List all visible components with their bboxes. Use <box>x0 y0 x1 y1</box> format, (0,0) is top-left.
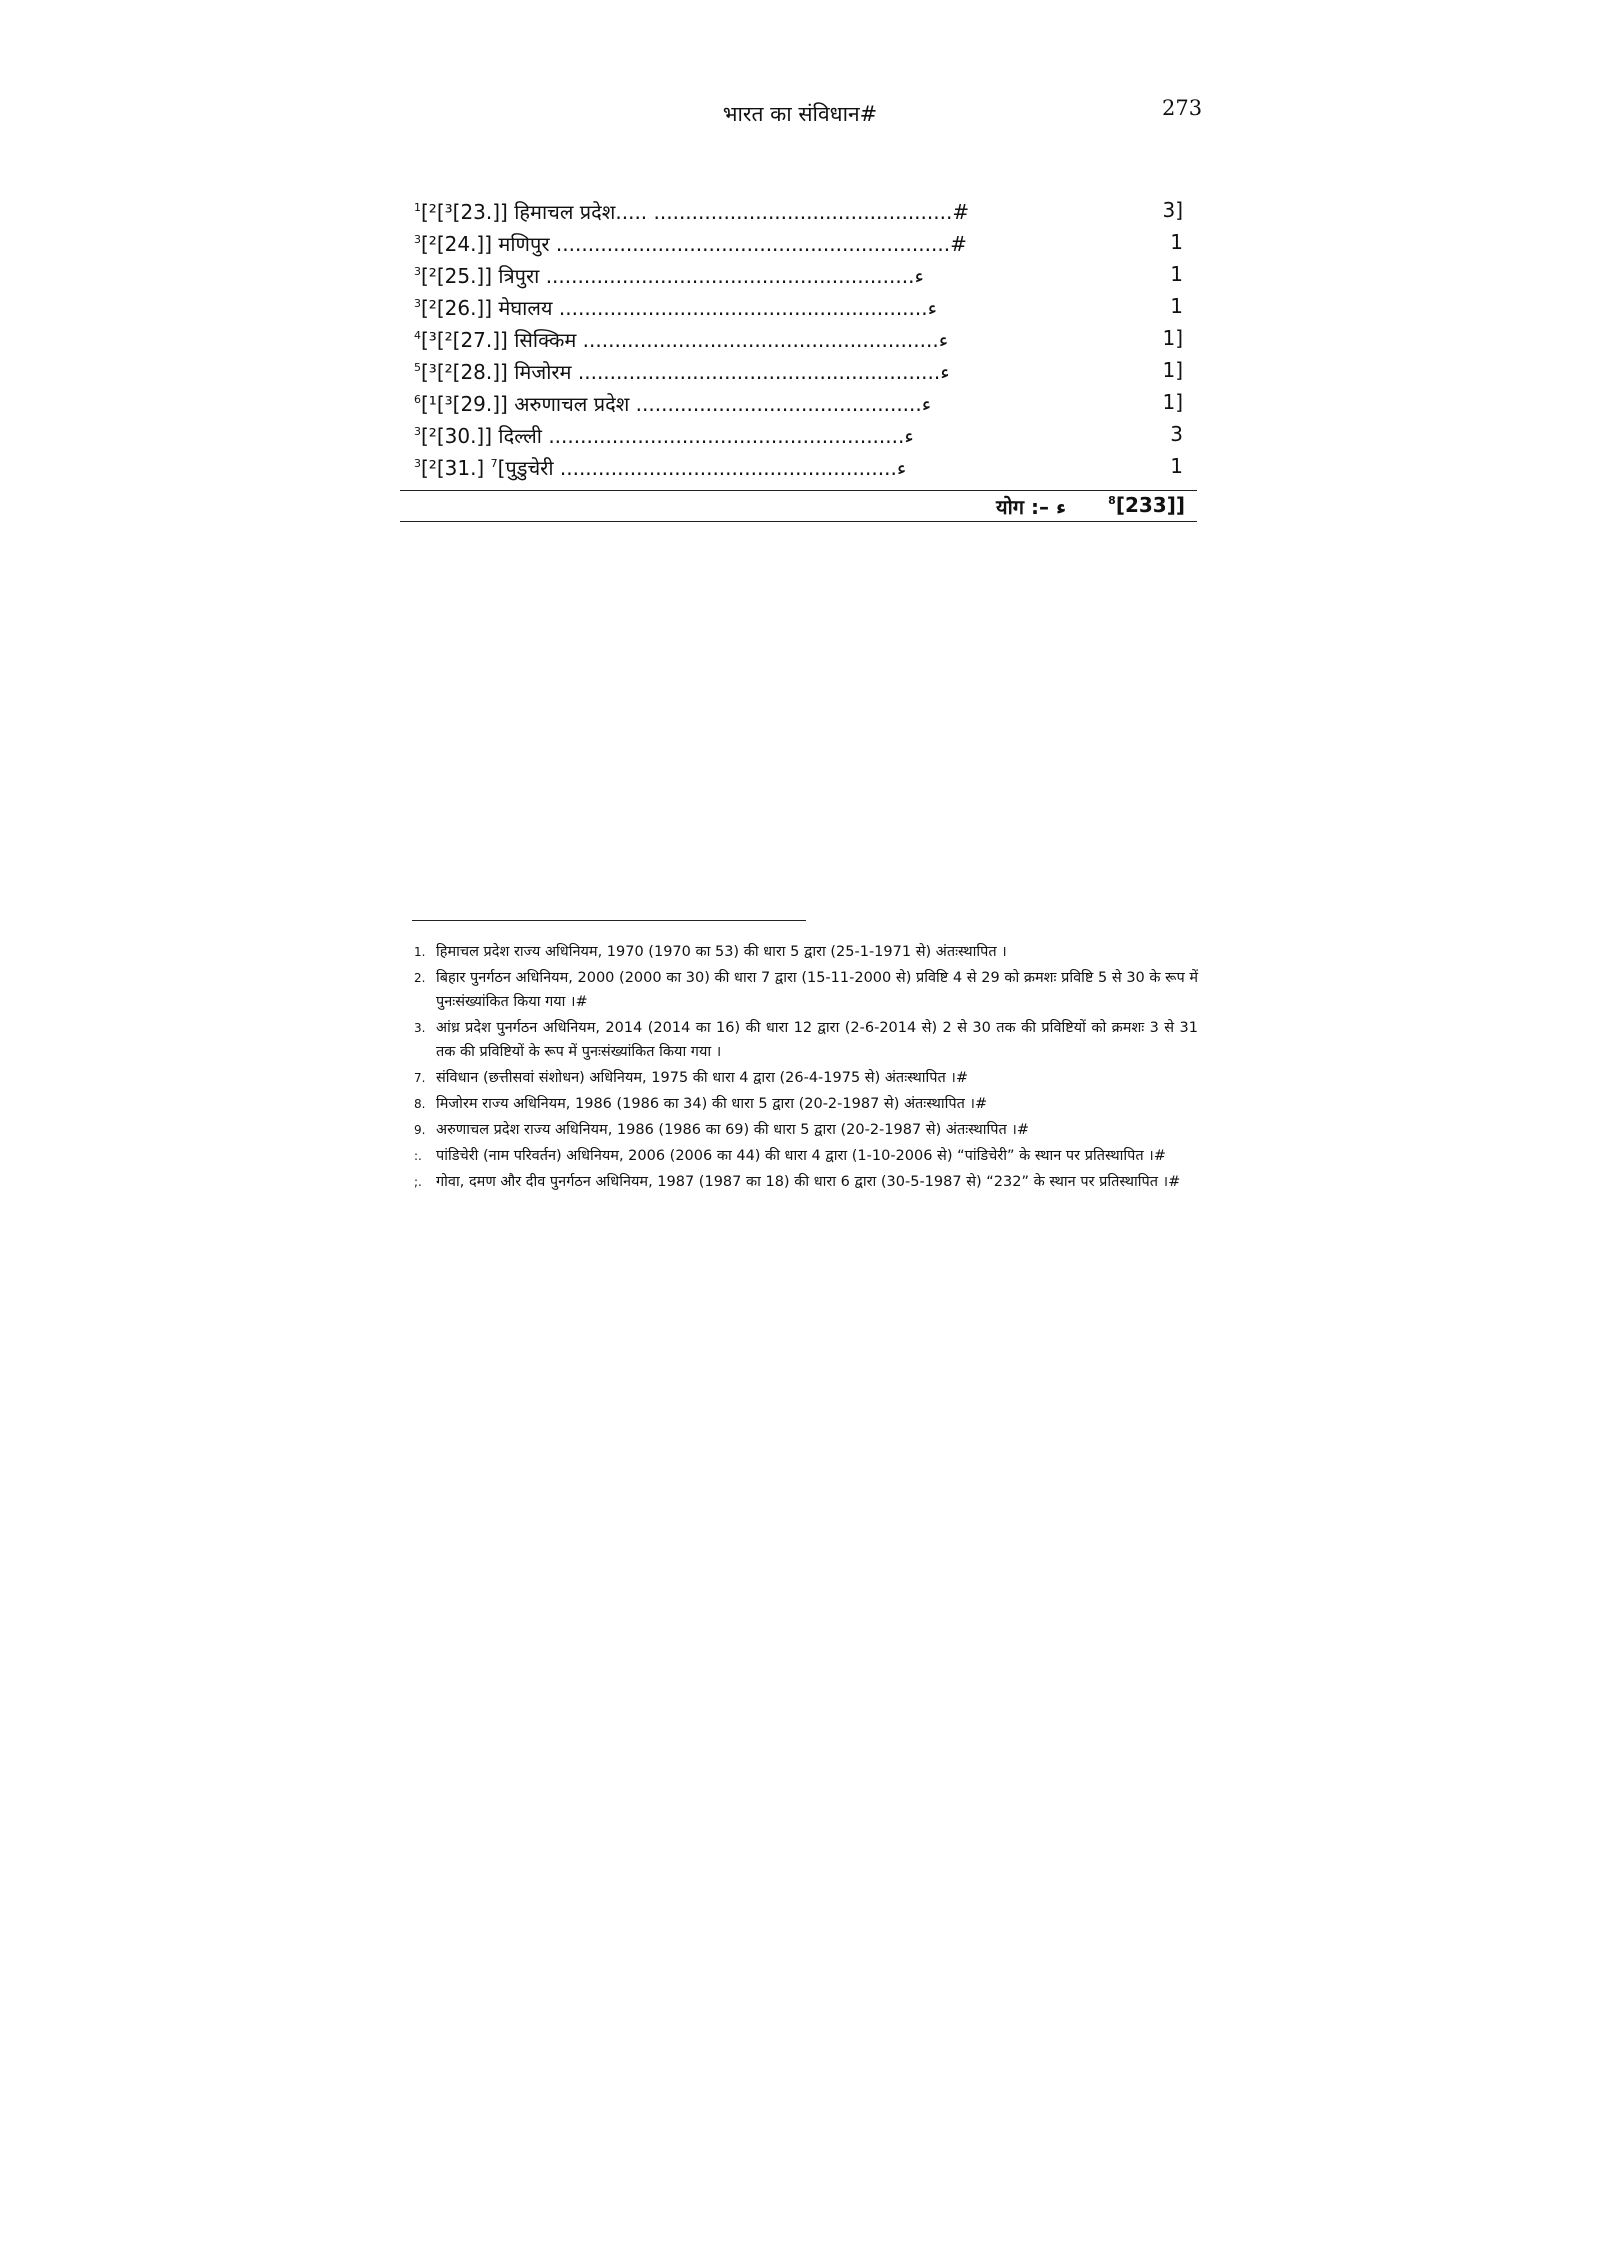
total-value: [233]] <box>1115 493 1185 517</box>
footnote-ref: 3 <box>414 233 421 246</box>
entry-number: [²[30.]] <box>421 424 493 448</box>
footnote-ref: 4 <box>414 329 421 342</box>
footnote-text: अरुणाचल प्रदेश राज्य अधिनियम, 1986 (1986 का 69) की धारा 5 द्वारा (20-2-1987 से) अंतःस्थापित ।# <box>436 1122 1030 1138</box>
table-row <box>400 324 1197 356</box>
entry-number: [²[25.]] <box>421 264 493 288</box>
state-name: सिक्किम ........................................................ء <box>514 328 949 352</box>
state-name: मिजोरम .........................................................ء <box>514 360 950 384</box>
state-name: मेघालय ..........................................................ء <box>498 296 938 320</box>
total-label: योग :– ء <box>996 495 1067 519</box>
entry-number: [¹[³[29.]] <box>421 392 508 416</box>
seat-count: 1 <box>1170 454 1183 478</box>
row-entry <box>414 358 950 385</box>
table-row <box>400 228 1197 260</box>
table-row <box>400 292 1197 324</box>
table-row <box>400 260 1197 292</box>
seat-count: 1 <box>1170 294 1183 318</box>
footnote-mark: 2. <box>414 971 426 985</box>
footnote-text: आंध्र प्रदेश पुनर्गठन अधिनियम, 2014 (2014 का 16) की धारा 12 द्वारा (2-6-2014 से) 2 से 30 तक की प्रविष्टियों को क्रमशः 3 से 31 तक की प्रविष्टियों के रूप में पुनःसंख्यांकित किया गया । <box>436 1020 1198 1060</box>
seat-count: 3 <box>1170 422 1183 446</box>
footnote <box>414 1092 1198 1116</box>
footnote <box>414 940 1198 964</box>
footnote-ref: 3 <box>414 457 421 470</box>
footnote-ref: 5 <box>414 361 421 374</box>
table-row <box>400 356 1197 388</box>
seat-count: 1] <box>1162 390 1183 414</box>
footnote-text: हिमाचल प्रदेश राज्य अधिनियम, 1970 (1970 का 53) की धारा 5 द्वारा (25-1-1971 से) अंतःस्थापित । <box>436 944 1007 960</box>
total-row <box>400 491 1197 521</box>
footnote <box>414 1066 1198 1090</box>
seat-count: 3] <box>1162 198 1183 222</box>
footnotes <box>414 940 1198 1196</box>
footnote-ref: 3 <box>414 265 421 278</box>
state-name: अरुणाचल प्रदेश .............................................ء <box>514 392 932 416</box>
footnote <box>414 1118 1198 1142</box>
state-name: हिमाचल प्रदेश..... ...............................................# <box>514 200 970 224</box>
footnote-ref: 1 <box>414 201 421 214</box>
footnote-divider <box>412 920 806 921</box>
table-row <box>400 420 1197 452</box>
footnote-mark: :. <box>414 1149 422 1163</box>
state-name: दिल्ली ........................................................ء <box>498 424 914 448</box>
row-entry <box>414 294 937 321</box>
entry-number: [³[²[28.]] <box>421 360 508 384</box>
total-value-wrap <box>1108 493 1185 517</box>
entry-number: [²[26.]] <box>421 296 493 320</box>
entry-number: [³[²[27.]] <box>421 328 508 352</box>
footnote <box>414 1170 1198 1194</box>
table-row <box>400 196 1197 228</box>
entry-number: [²[³[23.]] <box>421 200 508 224</box>
footnote-ref: 3 <box>414 297 421 310</box>
footnote-mark: 7. <box>414 1071 426 1085</box>
seat-count: 1 <box>1170 230 1183 254</box>
footnote-mark: 3. <box>414 1021 426 1035</box>
row-entry <box>414 198 969 225</box>
footnote-mark: 9. <box>414 1123 426 1137</box>
footnote-ref: 6 <box>414 393 421 406</box>
row-entry <box>414 454 906 481</box>
row-entry <box>414 262 924 289</box>
table-bottom-rule <box>400 521 1197 522</box>
row-entry <box>414 230 967 257</box>
seat-allocation-table <box>400 196 1197 522</box>
footnote <box>414 966 1198 1014</box>
footnote-text: बिहार पुनर्गठन अधिनियम, 2000 (2000 का 30) की धारा 7 द्वारा (15-11-2000 से) प्रविष्टि 4 से 29 को क्रमशः प्रविष्टि 5 से 30 के रूप में पुनःसंख्यांकित किया गया ।# <box>436 970 1198 1010</box>
footnote-mark: ;. <box>414 1175 422 1189</box>
table-row <box>400 452 1197 484</box>
footnote-text: गोवा, दमण और दीव पुनर्गठन अधिनियम, 1987 (1987 का 18) की धारा 6 द्वारा (30-5-1987 से) “232” के स्थान पर प्रतिस्थापित ।# <box>436 1174 1181 1190</box>
seat-count: 1] <box>1162 358 1183 382</box>
table-row <box>400 388 1197 420</box>
state-name: मणिपुर ..............................................................# <box>498 232 967 256</box>
row-entry <box>414 390 931 417</box>
footnote-text: संविधान (छत्तीसवां संशोधन) अधिनियम, 1975 की धारा 4 द्वारा (26-4-1975 से) अंतःस्थापित ।# <box>436 1070 969 1086</box>
footnote-ref: 3 <box>414 425 421 438</box>
footnote-mark: 1. <box>414 945 426 959</box>
footnote-mark: 8. <box>414 1097 426 1111</box>
page-number: 273 <box>1162 96 1203 120</box>
footnote-text: मिजोरम राज्य अधिनियम, 1986 (1986 का 34) की धारा 5 द्वारा (20-2-1987 से) अंतःस्थापित ।# <box>436 1096 988 1112</box>
state-name: त्रिपुरा ..........................................................ء <box>498 264 924 288</box>
row-entry <box>414 422 914 449</box>
entry-number: [²[24.]] <box>421 232 493 256</box>
row-entry <box>414 326 948 353</box>
footnote <box>414 1016 1198 1064</box>
page-title: भारत का संविधान# <box>722 102 878 126</box>
footnote <box>414 1144 1198 1168</box>
seat-count: 1] <box>1162 326 1183 350</box>
seat-count: 1 <box>1170 262 1183 286</box>
state-name: [पुडुचेरी .....................................................ء <box>497 456 907 480</box>
footnote-text: पांडिचेरी (नाम परिवर्तन) अधिनियम, 2006 (2006 का 44) की धारा 4 द्वारा (1-10-2006 से) “पांडिचेरी” के स्थान पर प्रतिस्थापित ।# <box>436 1148 1166 1164</box>
footnote-ref: 8 <box>1108 494 1116 507</box>
entry-number: [²[31.] <box>421 456 485 480</box>
footnote-ref: 7 <box>490 457 498 470</box>
